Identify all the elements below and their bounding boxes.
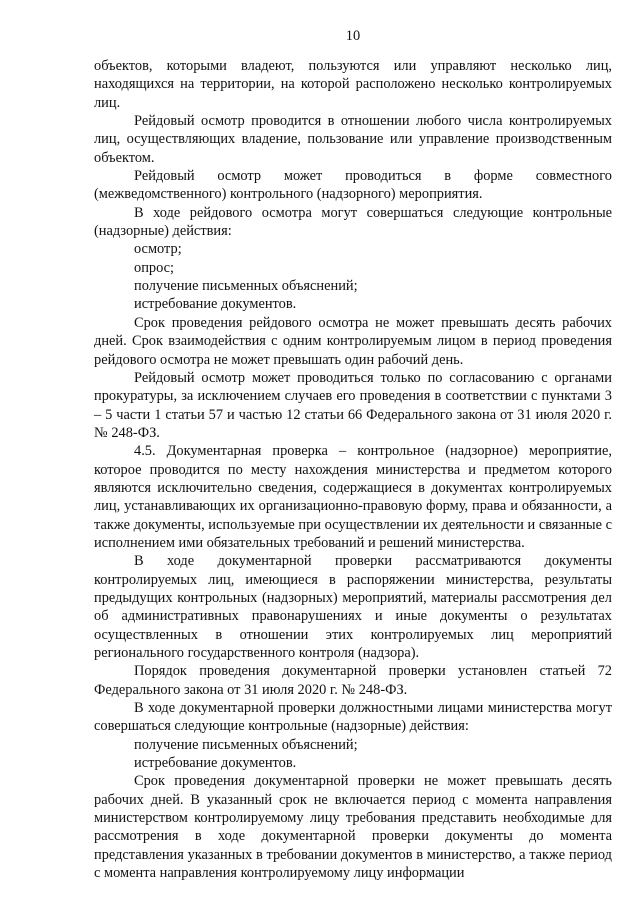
- list-item: получение письменных объяснений;: [134, 278, 358, 295]
- paragraph: Порядок проведения документарной проверки установлен статьей 72 Федерального закона от 31 июля 2020 г. № 248-ФЗ.: [94, 663, 612, 698]
- list-item: истребование документов.: [134, 755, 297, 772]
- paragraph: Рейдовый осмотр может проводиться только по согласованию с органами прокуратуры, за исключением случаев его проведения в соответствии с пунктами 3 – 5 части 1 статьи 57 и частью 12 статьи 66 Федерального закона от 31 июля 2020 г. № 248-ФЗ.: [94, 369, 612, 441]
- page-number: 10: [345, 28, 361, 44]
- list-item: опрос;: [134, 259, 175, 276]
- paragraph: Рейдовый осмотр может проводиться в форме совместного (межведомственного) контрольного (надзорного) мероприятия.: [94, 168, 612, 203]
- list-item: осмотр;: [134, 241, 182, 258]
- paragraph: В ходе документарной проверки должностными лицами министерства могут совершаться следующие контрольные (надзорные) действия:: [94, 700, 612, 735]
- body-text: [94, 57, 612, 882]
- paragraph: Рейдовый осмотр проводится в отношении любого числа контролируемых лиц, осуществляющих владение, пользование или управление производственным объектом.: [94, 113, 612, 166]
- paragraph: Срок проведения рейдового осмотра не может превышать десять рабочих дней. Срок взаимодействия с одним контролируемым лицом в период проведения рейдового осмотра не может превышать один рабочий день.: [94, 314, 612, 368]
- paragraph: объектов, которыми владеют, пользуются или управляют несколько лиц, находящихся на территории, на которой расположено несколько контролируемых лиц.: [94, 58, 612, 111]
- paragraph: Срок проведения документарной проверки не может превышать десять рабочих дней. В указанный срок не включается период с момента направления министерством контролируемому лицу требования представить необходимые для рассмотрения в ходе документарной проверки документы до момента представления указанных в требовании документов в министерство, а также период с момента направления контролируемому лицу информации: [94, 773, 612, 882]
- paragraph: В ходе документарной проверки рассматриваются документы контролируемых лиц, имеющиеся в распоряжении министерства, результаты предыдущих контрольных (надзорных) мероприятий, материалы рассмотрения дел об административных правонарушениях и иные документы о результатах осуществленных в отношении этих контролируемых лиц мероприятий регионального государственного контроля (надзора).: [94, 553, 612, 661]
- paragraph: В ходе рейдового осмотра могут совершаться следующие контрольные (надзорные) действия:: [94, 204, 612, 240]
- list-item: истребование документов.: [134, 296, 297, 313]
- list-item: получение письменных объяснений;: [134, 736, 358, 753]
- paragraph: 4.5. Документарная проверка – контрольное (надзорное) мероприятие, которое проводится по месту нахождения министерства и предметом которого являются исключительно сведения, содержащиеся в документах контролируемых лиц, устанавливающих их организационно-правовую форму, права и обязанности, а также документы, используемые при осуществлении их деятельности и связанные с исполнением ими обязательных требований и решений министерства.: [94, 443, 612, 551]
